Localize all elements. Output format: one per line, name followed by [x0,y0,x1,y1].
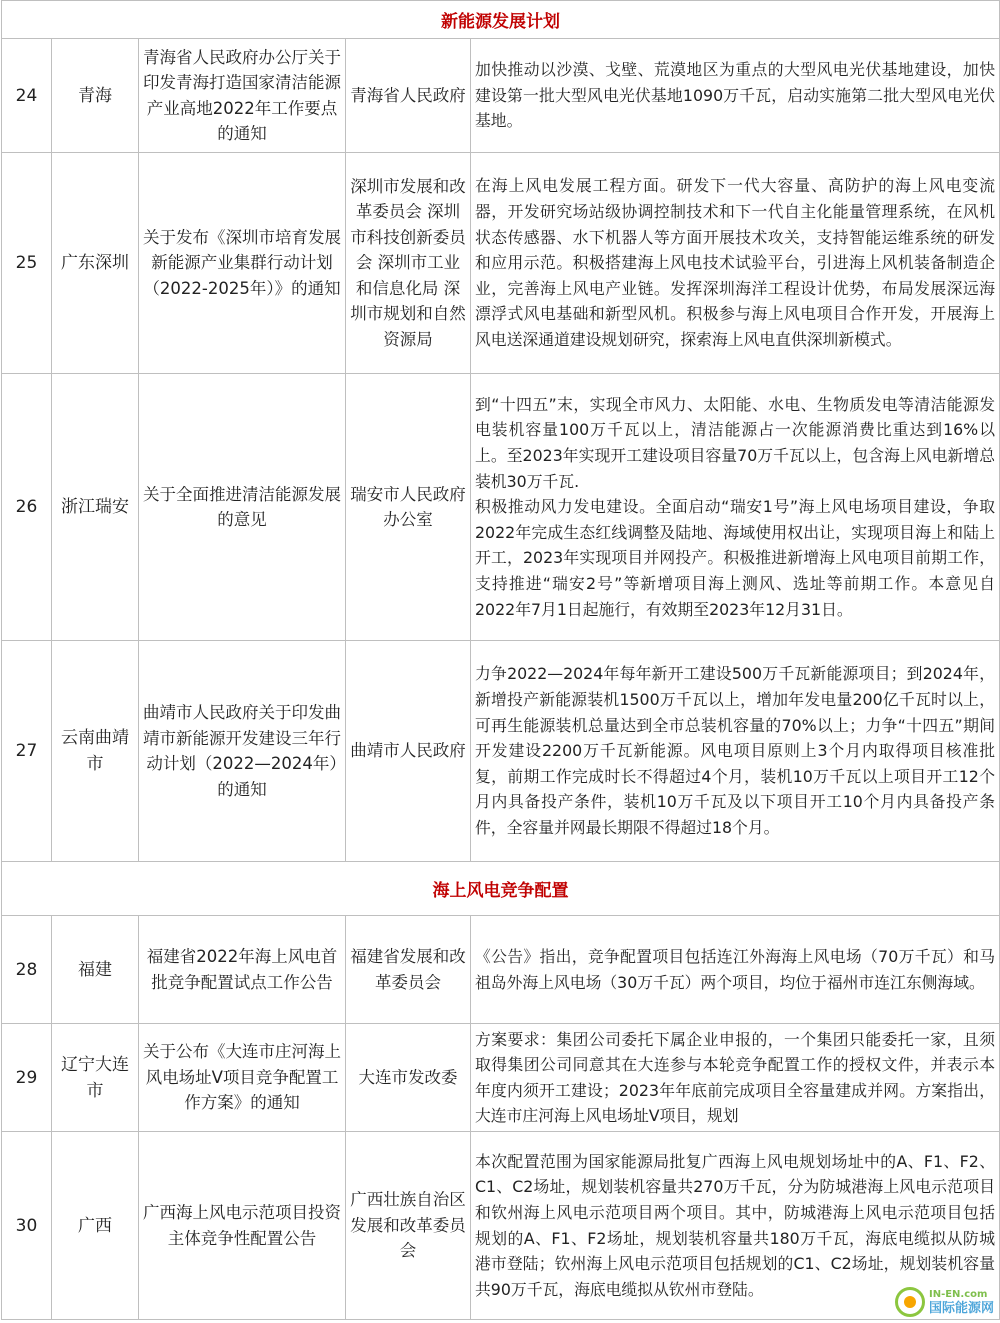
table-row [2,153,1000,374]
row-region: 云南曲靖市 [52,641,139,862]
row-region: 浙江瑞安 [52,374,139,641]
section-title: 新能源发展计划 [2,1,1000,39]
row-number: 26 [2,374,52,641]
row-issuer: 广西壮族自治区发展和改革委员会 [346,1132,471,1320]
row-number: 28 [2,916,52,1024]
row-issuer: 曲靖市人民政府 [346,641,471,862]
table-row [2,39,1000,153]
row-content: 在海上风电发展工程方面。研发下一代大容量、高防护的海上风电变流器，开发研究场站级协调控制技术和下一代自主化能量管理系统，在风机状态传感器、水下机器人等方面开展技术攻关，支持智能运维系统的研发和应用示范。积极搭建海上风电技术试验平台，引进海上风机装备制造企业，完善海上风电产业链。发挥深圳海洋工程设计优势，布局发展深远海漂浮式风电基础和新型风机。积极参与海上风电项目合作开发，开展海上风电送深通道建设规划研究，探索海上风电直供深圳新模式。 [471,153,1000,374]
table-row [2,1132,1000,1320]
row-document: 关于公布《大连市庄河海上风电场址V项目竞争配置工作方案》的通知 [139,1024,346,1132]
row-document: 青海省人民政府办公厅关于印发青海打造国家清洁能源产业高地2022年工作要点的通知 [139,39,346,153]
watermark-en: IN-EN.com [928,1289,988,1300]
row-content: 《公告》指出，竞争配置项目包括连江外海海上风电场（70万千瓦）和马祖岛外海上风电场（30万千瓦）两个项目，均位于福州市连江东侧海域。 [471,916,1000,1024]
section-title: 海上风电竞争配置 [2,862,1000,916]
row-number: 24 [2,39,52,153]
row-content: 本次配置范围为国家能源局批复广西海上风电规划场址中的A、F1、F2、C1、C2场址，规划装机容量共270万千瓦，分为防城港海上风电示范项目和钦州海上风电示范项目两个项目。其中，防城港海上风电示范项目包括规划的A、F1、F2场址，规划装机容量共180万千瓦，海底电缆拟从防城港市登陆；钦州海上风电示范项目包括规划的C1、C2场址，规划装机容量共90万千瓦，海底电缆拟从钦州市登陆。 [471,1132,1000,1320]
row-region: 广西 [52,1132,139,1320]
row-issuer: 瑞安市人民政府办公室 [346,374,471,641]
row-content [471,1024,1000,1132]
row-content: 力争2022—2024年每年新开工建设500万千瓦新能源项目；到2024年，新增投产新能源装机1500万千瓦以上，增加年发电量200亿千瓦时以上，可再生能源装机总量达到全市总装机容量的70%以上；力争“十四五”期间开发建设2200万千瓦新能源。风电项目原则上3个月内取得项目核准批复，前期工作完成时长不得超过4个月，装机10万千瓦以上项目开工12个月内具备投产条件，装机10万千瓦及以下项目开工10个月内具备投产条件，全容量并网最长期限不得超过18个月。 [471,641,1000,862]
section-header-row [2,862,1000,916]
row-content: 加快推动以沙漠、戈壁、荒漠地区为重点的大型风电光伏基地建设，加快建设第一批大型风电光伏基地1090万千瓦，启动实施第二批大型风电光伏基地。 [471,39,1000,153]
row-content-clipped: 方案要求：集团公司委托下属企业申报的，一个集团只能委托一家，且须取得集团公司同意其在大连参与本轮竞争配置工作的授权文件，并表示本年度内须开工建设；2023年年底前完成项目全容量建成并网。方案指出，大连市庄河海上风电场址V项目，规划 [475,1029,995,1126]
row-document: 关于发布《深圳市培育发展新能源产业集群行动计划（2022-2025年）》的通知 [139,153,346,374]
row-issuer: 大连市发改委 [346,1024,471,1132]
in-en-logo-icon [895,1287,925,1317]
row-content [471,374,1000,641]
section-header-row [2,1,1000,39]
policy-table [1,0,1000,1320]
table-row [2,374,1000,641]
row-number: 30 [2,1132,52,1320]
row-number: 27 [2,641,52,862]
row-region: 青海 [52,39,139,153]
row-number: 29 [2,1024,52,1132]
row-document: 关于全面推进清洁能源发展的意见 [139,374,346,641]
table-row [2,641,1000,862]
row-issuer: 深圳市发展和改革委员会 深圳市科技创新委员会 深圳市工业和信息化局 深圳市规划和自然资源局 [346,153,471,374]
row-document: 曲靖市人民政府关于印发曲靖市新能源开发建设三年行动计划（2022—2024年）的通知 [139,641,346,862]
watermark-cn: 国际能源网 [928,1301,994,1316]
row-issuer: 青海省人民政府 [346,39,471,153]
row-content-paragraph: 到“十四五”末，实现全市风力、太阳能、水电、生物质发电等清洁能源发电装机容量100万千瓦以上，清洁能源占一次能源消费比重达到16%以上。至2023年实现开工建设项目容量70万千瓦以上，包含海上风电新增总装机30万千瓦. [475,394,995,491]
row-region: 辽宁大连市 [52,1024,139,1132]
row-document: 广西海上风电示范项目投资主体竞争性配置公告 [139,1132,346,1320]
row-region: 广东深圳 [52,153,139,374]
row-content-paragraph: 积极推动风力发电建设。全面启动“瑞安1号”海上风电场项目建设，争取2022年完成生态红线调整及陆地、海域使用权出让，实现项目海上和陆上开工，2023年实现项目并网投产。积极推进新增海上风电项目前期工作，支持推进“瑞安2号”等新增项目海上测风、选址等前期工作。本意见自2022年7月1日起施行，有效期至2023年12月31日。 [475,497,995,619]
table-row [2,1024,1000,1132]
table-row [2,916,1000,1024]
row-issuer: 福建省发展和改革委员会 [346,916,471,1024]
row-number: 25 [2,153,52,374]
row-region: 福建 [52,916,139,1024]
watermark [895,1287,994,1317]
row-document: 福建省2022年海上风电首批竞争配置试点工作公告 [139,916,346,1024]
